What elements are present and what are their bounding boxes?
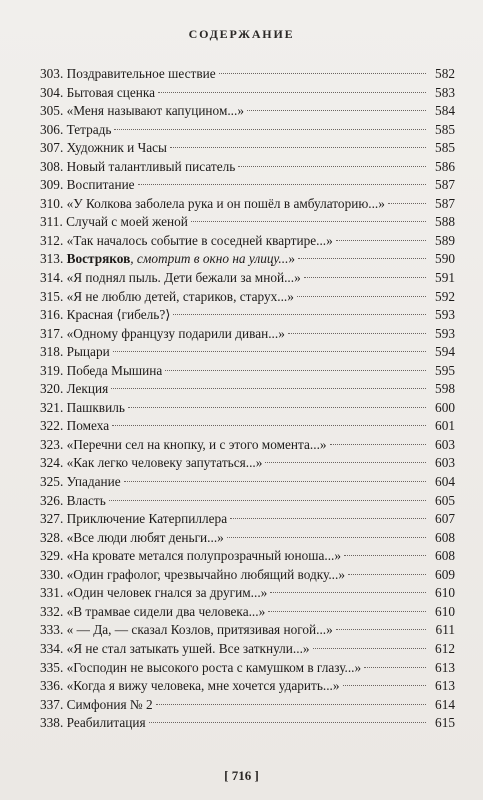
toc-entry xyxy=(40,436,455,455)
toc-entry xyxy=(40,417,455,436)
toc-entry xyxy=(40,65,455,84)
dot-leader xyxy=(348,574,426,575)
toc-entry-title: 323. «Перечни сел на кнопку, и с этого момента...» xyxy=(40,436,327,452)
toc-entry xyxy=(40,584,455,603)
dot-leader xyxy=(113,351,426,352)
toc-entry-title: 316. Красная ⟨гибель?⟩ xyxy=(40,307,171,323)
toc-entry-title: 328. «Все люди любят деньги...» xyxy=(40,529,224,545)
toc-entry xyxy=(40,473,455,492)
toc-entry-title: 332. «В трамвае сидели два человека...» xyxy=(40,603,266,619)
toc-entry-title: 320. Лекция xyxy=(40,381,109,397)
toc-entry-title: 303. Поздравительное шествие xyxy=(40,66,216,81)
toc-entry xyxy=(40,195,455,214)
dot-leader xyxy=(149,722,426,723)
dot-leader xyxy=(114,129,426,130)
toc-entry-page: 593 xyxy=(435,325,455,341)
toc-entry-title: 318. Рыцари xyxy=(40,344,110,360)
toc-entry-page: 608 xyxy=(435,529,455,545)
toc-entry xyxy=(40,250,455,269)
dot-leader xyxy=(238,166,426,167)
toc-entry-page: 613 xyxy=(435,659,455,675)
dot-leader xyxy=(336,240,426,241)
toc-entry-bold-name: Востряков xyxy=(66,251,131,267)
dot-leader xyxy=(128,407,426,408)
toc-entry-title: 331. «Один человек гнался за другим...» xyxy=(40,585,268,601)
toc-entry xyxy=(40,696,455,715)
toc-entry-title: 310. «У Колкова заболела рука и он пошёл в амбулаторию...» xyxy=(40,195,385,211)
toc-entry-number: 313. xyxy=(40,251,67,267)
toc-entry-title xyxy=(40,250,295,269)
toc-entry-page: 593 xyxy=(435,307,455,323)
dot-leader xyxy=(247,110,426,111)
toc-entry-page: 609 xyxy=(435,566,455,582)
toc-entry-title: 308. Новый талантливый писатель xyxy=(40,158,236,174)
toc-entry-title: 338. Реабилитация xyxy=(40,715,146,731)
toc-entry-title: 307. Художник и Часы xyxy=(40,140,167,156)
toc-entry-page: 600 xyxy=(435,399,455,415)
dot-leader xyxy=(330,444,426,445)
dot-leader xyxy=(158,92,426,93)
toc-entry-page: 589 xyxy=(435,232,455,248)
page-number: [ 716 ] xyxy=(224,768,259,783)
toc-entry xyxy=(40,659,455,678)
dot-leader xyxy=(230,518,426,519)
toc-entry-title: 321. Пашквиль xyxy=(40,399,125,415)
toc-entry-title: 327. Приключение Катерпиллера xyxy=(40,511,228,527)
dot-leader xyxy=(343,685,426,686)
toc-entry-page: 611 xyxy=(435,622,455,638)
toc-entry xyxy=(40,102,455,121)
dot-leader xyxy=(219,73,426,74)
toc-entry xyxy=(40,547,455,566)
toc-entry xyxy=(40,566,455,585)
toc-entry-page: 603 xyxy=(435,436,455,452)
dot-leader xyxy=(124,481,426,482)
toc-entry xyxy=(40,325,455,344)
toc-entry-title: 334. «Я не стал затыкать ушей. Все заткнули...» xyxy=(40,640,310,656)
toc-entry xyxy=(40,139,455,158)
dot-leader xyxy=(298,258,426,259)
toc-entry xyxy=(40,510,455,529)
toc-entry-page: 595 xyxy=(435,362,455,378)
toc-entry xyxy=(40,454,455,473)
toc-entry-page: 591 xyxy=(435,270,455,286)
toc-entry xyxy=(40,603,455,622)
toc-entry-title: 336. «Когда я вижу человека, мне хочется ударить...» xyxy=(40,678,340,694)
toc-entry-page: 604 xyxy=(435,474,455,490)
toc-entry xyxy=(40,362,455,381)
dot-leader xyxy=(336,629,426,630)
toc-entry-page: 613 xyxy=(435,678,455,694)
toc-entry xyxy=(40,714,455,733)
toc-entry xyxy=(40,621,455,640)
toc-entry-page: 605 xyxy=(435,492,455,508)
toc-entry-page: 598 xyxy=(435,381,455,397)
dot-leader xyxy=(112,425,426,426)
toc-entry xyxy=(40,232,455,251)
toc-entry-page: 588 xyxy=(435,214,455,230)
toc-entry xyxy=(40,288,455,307)
toc-entry-page: 603 xyxy=(435,455,455,471)
toc-entry xyxy=(40,640,455,659)
toc-entry-page: 590 xyxy=(435,251,455,267)
dot-leader xyxy=(268,611,426,612)
dot-leader xyxy=(109,500,426,501)
dot-leader xyxy=(227,537,426,538)
toc-entry xyxy=(40,84,455,103)
dot-leader xyxy=(111,388,426,389)
dot-leader xyxy=(170,147,426,148)
toc-entry-title: 330. «Один графолог, чрезвычайно любящий водку...» xyxy=(40,566,345,582)
toc-entry-title: 309. Воспитание xyxy=(40,177,135,193)
toc-entry-page: 612 xyxy=(435,640,455,656)
toc-entry-title: 312. «Так началось событие в соседней квартире...» xyxy=(40,232,333,248)
toc-entry-page: 594 xyxy=(435,344,455,360)
dot-leader xyxy=(388,203,426,204)
toc-entry-title: 329. «На кровате метался полупрозрачный юноша...» xyxy=(40,548,342,564)
toc-entry-title: 311. Случай с моей женой xyxy=(40,214,188,230)
toc-entry xyxy=(40,121,455,140)
toc-entry-page: 607 xyxy=(435,511,455,527)
dot-leader xyxy=(265,462,426,463)
toc-entry-title: 333. « — Да, — сказал Козлов, притязивая ногой...» xyxy=(40,622,333,638)
toc-entry-title: 324. «Как легко человеку запутаться...» xyxy=(40,455,263,471)
toc-entry-page: 592 xyxy=(435,288,455,304)
toc-entry-title: 325. Упадание xyxy=(40,474,121,490)
toc-entry xyxy=(40,306,455,325)
dot-leader xyxy=(191,221,426,222)
toc-entry-title: 306. Тетрадь xyxy=(40,121,112,137)
toc-entry-page: 583 xyxy=(435,84,455,100)
dot-leader xyxy=(165,370,426,371)
toc-entry-page: 610 xyxy=(435,585,455,601)
toc-entry-title: 322. Помеха xyxy=(40,418,110,434)
toc-entry-title: 317. «Одному французу подарили диван...» xyxy=(40,325,285,341)
toc-entry-title: 315. «Я не люблю детей, стариков, старух...» xyxy=(40,288,294,304)
dot-leader xyxy=(344,555,426,556)
dot-leader xyxy=(304,277,426,278)
toc-entry-page: 586 xyxy=(435,158,455,174)
toc-entry-title: 326. Власть xyxy=(40,492,106,508)
page-title: СОДЕРЖАНИЕ xyxy=(188,27,295,41)
toc-entry xyxy=(40,492,455,511)
toc-entry xyxy=(40,158,455,177)
toc-entry-page: 582 xyxy=(435,66,455,81)
dot-leader xyxy=(270,592,426,593)
toc-entry-title: 335. «Господин не высокого роста с камушком в глазу...» xyxy=(40,659,362,675)
table-of-contents xyxy=(40,65,455,733)
dot-leader xyxy=(364,667,426,668)
toc-entry xyxy=(40,269,455,288)
toc-entry-page: 587 xyxy=(435,177,455,193)
dot-leader xyxy=(156,704,426,705)
toc-entry-page: 601 xyxy=(435,418,455,434)
toc-entry xyxy=(40,343,455,362)
toc-entry-page: 584 xyxy=(435,103,455,119)
dot-leader xyxy=(288,333,426,334)
toc-entry-title: 319. Победа Мышина xyxy=(40,362,163,378)
dot-leader xyxy=(138,184,426,185)
toc-entry-title: 314. «Я поднял пыль. Дети бежали за мной...» xyxy=(40,270,301,286)
dot-leader xyxy=(173,314,426,315)
toc-entry-page: 608 xyxy=(435,548,455,564)
toc-entry xyxy=(40,677,455,696)
toc-entry-page: 615 xyxy=(435,715,455,731)
toc-entry-title: 337. Симфония № 2 xyxy=(40,696,153,712)
toc-entry xyxy=(40,529,455,548)
toc-entry-page: 587 xyxy=(435,195,455,211)
toc-entry-page: 585 xyxy=(435,121,455,137)
toc-entry-page: 614 xyxy=(435,696,455,712)
toc-entry xyxy=(40,380,455,399)
toc-entry-italic-text: , смотрит в окно на улицу... xyxy=(130,251,289,267)
toc-entry-page: 585 xyxy=(435,140,455,156)
toc-entry xyxy=(40,399,455,418)
toc-entry-title: 304. Бытовая сценка xyxy=(40,84,156,100)
toc-entry-title: 305. «Меня называют капуцином...» xyxy=(40,103,244,119)
dot-leader xyxy=(297,296,426,297)
toc-entry-tail: » xyxy=(288,251,296,267)
toc-entry-page: 610 xyxy=(435,603,455,619)
toc-entry xyxy=(40,213,455,232)
toc-entry xyxy=(40,176,455,195)
dot-leader xyxy=(313,648,426,649)
